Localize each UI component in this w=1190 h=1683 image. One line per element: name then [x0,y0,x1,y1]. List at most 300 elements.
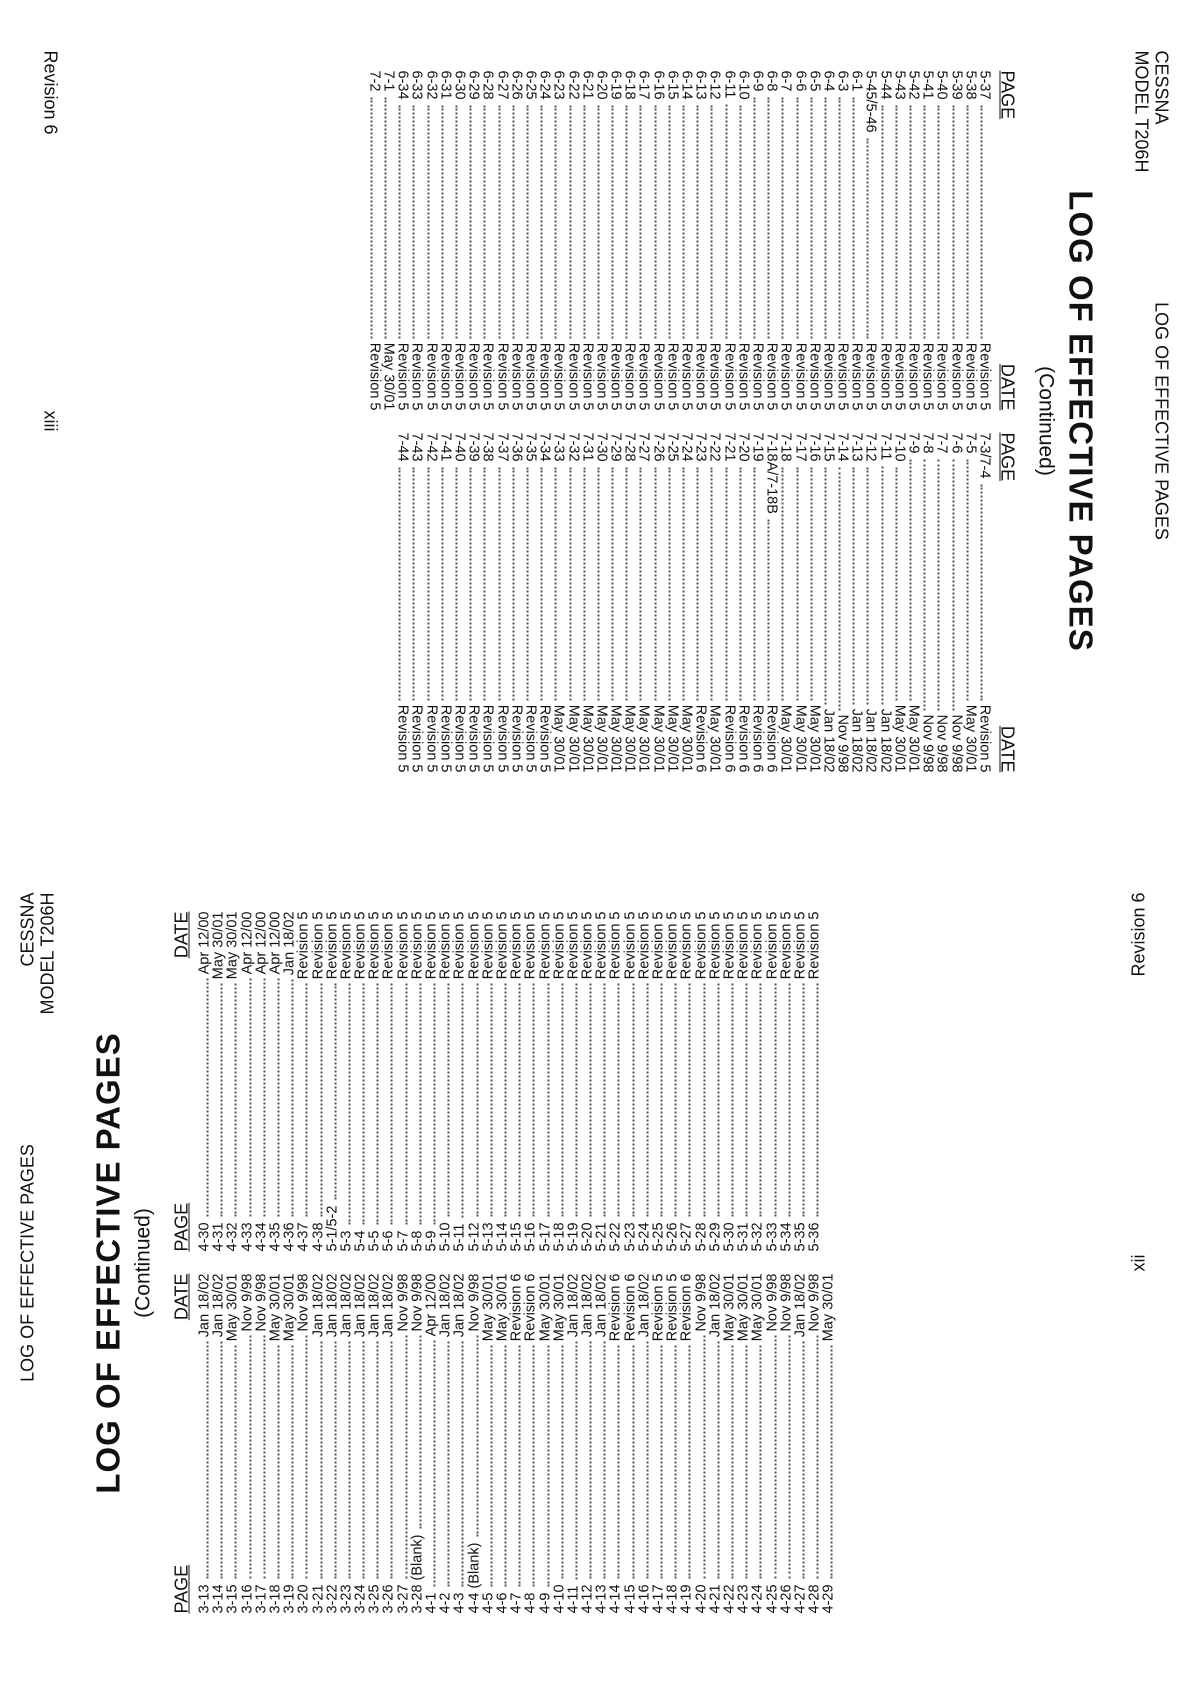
date-cell: Revision 5 [451,342,468,411]
page-number-cell: 5-23 [622,1222,639,1252]
date-cell: Revision 5 [678,342,695,411]
page-number-cell: 5-35 [792,1222,809,1252]
dot-leader [817,983,819,1216]
date-cell: Nov 9/98 [409,1273,426,1332]
page-number-cell: 4-27 [792,1584,809,1614]
table-row [807,71,821,411]
table-row [779,1274,793,1614]
dot-leader [413,468,415,701]
date-cell: Nov 9/98 [764,1273,780,1332]
dot-leader [541,468,543,701]
dot-leader [547,983,549,1216]
date-cell: Revision 5 [522,911,539,980]
table-row [240,912,254,1252]
date-cell: Revision 5 [437,704,454,773]
dot-leader [363,983,365,1224]
page-number-cell: 3-17 [253,1584,270,1614]
date-cell: Jan 18/02 [324,1273,341,1338]
page-number-cell: 7-38 [479,432,496,462]
page-number-cell: 6-26 [508,70,525,100]
date-cell: May 30/01 [905,704,922,773]
page-number-cell: 7-18A/7-18B [763,432,780,514]
table-row [637,71,651,411]
page-number-cell: 7-12 [863,432,879,462]
page-number-cell: 6-24 [536,70,553,100]
date-cell: May 30/01 [537,1273,553,1342]
page-number-cell: 5-6 [380,1230,397,1252]
table-row [354,912,368,1252]
date-cell: May 30/01 [380,342,397,411]
page-number-cell: 6-7 [777,70,794,92]
page-number-cell: 4-21 [707,1584,724,1614]
date-cell: Apr 12/00 [267,911,284,975]
page-number-cell: 7-40 [451,432,468,462]
page-number-cell: 6-15 [664,70,681,100]
page-number-cell: 4-13 [593,1584,610,1614]
table-row [510,1274,524,1614]
dot-leader [697,106,699,339]
table-row [808,912,822,1252]
table-row [425,1274,439,1614]
date-cell: Revision 5 [948,342,965,411]
table-row [822,1274,836,1614]
running-header: LOG OF EFFECTIVE PAGES [17,1144,38,1382]
dot-leader [569,468,571,701]
page-number-cell: 4-17 [650,1584,667,1614]
date-cell: Revision 5 [466,911,483,980]
table-row [708,433,722,773]
page-number-cell: 6-27 [494,70,511,100]
page-number-cell: 5-29 [707,1222,724,1252]
date-cell: Jan 18/02 [707,1273,724,1338]
table-row [793,1274,807,1614]
dot-leader [668,468,670,701]
date-cell: Revision 5 [352,911,369,980]
page-number-cell: 5-7 [395,1230,412,1252]
dot-leader [441,468,443,701]
page-number-cell: 7-43 [409,432,425,462]
dot-leader [235,983,237,1216]
dot-leader [207,1341,209,1578]
table-row [212,1274,226,1614]
page-number-cell: 7-1 [380,70,397,92]
page-number-cell: 6-5 [806,70,823,92]
dot-leader [476,983,478,1216]
dot-leader [385,97,387,338]
rows [198,1274,836,1614]
date-cell: Nov 9/98 [933,714,950,773]
table-row [382,912,396,1252]
page-number-cell: 3-28 (Blank) [409,1534,426,1614]
dot-leader [399,106,401,339]
page-number-cell: 7-22 [706,432,723,462]
date-cell: Revision 5 [806,342,823,411]
date-cell: Revision 6 [763,704,780,773]
date-cell: Revision 5 [423,342,440,411]
page-number-cell: 6-28 [479,70,496,100]
date-cell: Revision 5 [565,911,582,980]
dot-leader [441,106,443,339]
date-cell: Revision 5 [479,342,496,411]
dot-leader [831,1345,833,1578]
table-row [977,433,991,773]
date-cell: May 30/01 [706,704,723,773]
dot-leader [768,97,770,338]
dot-leader [654,468,656,701]
date-cell: Revision 5 [976,704,993,773]
model-name: MODEL T206H [1131,50,1152,173]
date-cell: Jan 18/02 [593,1273,610,1338]
table-row [737,912,751,1252]
table-row [410,912,424,1252]
date-cell: May 30/01 [806,704,823,773]
table-row [793,71,807,411]
date-column-heading: DATE [997,725,1018,773]
page-number-cell: 5-39 [948,70,965,100]
date-cell: Revision 5 [423,704,440,773]
dot-leader [541,106,543,339]
page-number-cell: 6-18 [621,70,638,100]
table-row [736,433,750,773]
page-number-cell: 4-36 [281,1222,298,1252]
date-cell: Jan 18/02 [196,1273,213,1338]
dot-leader [527,468,529,701]
table-row [396,912,410,1252]
page-number-cell: 3-18 [267,1584,284,1614]
date-cell: Revision 5 [721,911,738,980]
table-row [921,71,935,411]
table-row [509,71,523,411]
table-row [751,1274,765,1614]
dot-leader [746,983,748,1216]
table-row [354,1274,368,1614]
dot-leader [697,468,699,701]
dot-leader [448,1341,450,1586]
page-number-cell: 7-33 [550,432,567,462]
page-number-cell: 5-32 [749,1222,766,1252]
page-number-cell: 4-19 [678,1584,695,1614]
page-number-cell: 4-16 [636,1584,653,1614]
date-cell: Jan 18/02 [366,1273,383,1338]
page-number-cell: 4-33 [239,1222,256,1252]
date-cell: Revision 5 [962,342,979,411]
dot-leader [802,983,804,1216]
dot-leader [427,468,429,701]
page-number-cell: 7-20 [735,432,752,462]
dot-leader [604,983,606,1216]
table-row [198,912,212,1252]
date-cell: Revision 5 [891,342,908,411]
table-row [680,912,694,1252]
table-row [652,1274,666,1614]
dot-leader [490,983,492,1216]
table-row [481,71,495,411]
date-cell: Revision 5 [522,704,539,773]
dot-leader [760,983,762,1216]
date-cell: Apr 12/00 [239,911,256,975]
date-cell: Revision 5 [792,342,809,411]
page-number-cell: 7-21 [721,432,738,462]
table-row [410,71,424,411]
page-number-cell: 3-22 [324,1584,341,1614]
date-cell: Revision 6 [678,1273,695,1342]
date-cell: Revision 5 [664,1273,681,1342]
page-number-cell: 6-34 [394,70,411,100]
date-cell: Apr 12/00 [423,1273,440,1337]
date-cell: Revision 5 [465,704,482,773]
page-number-cell: 4-5 [480,1592,497,1614]
date-cell: Revision 5 [479,704,496,773]
table-row [254,912,268,1252]
dot-leader [924,459,926,710]
date-cell: Jan 18/02 [210,1273,227,1338]
dot-leader [583,468,585,701]
table-row [679,433,693,773]
table-row [736,71,750,411]
page-number-cell: 6-3 [834,70,851,92]
dot-leader [867,139,869,339]
date-cell: Revision 6 [508,1273,525,1342]
date-cell: May 30/01 [281,1273,298,1342]
page-number-cell: 5-12 [466,1222,483,1252]
page-number-cell: 7-32 [565,432,582,462]
date-cell: Revision 5 [366,342,383,411]
table-row [268,912,282,1252]
table-row [807,433,821,773]
dot-leader [731,983,733,1216]
dot-leader [207,978,209,1216]
table-row [381,71,395,411]
page-number-cell: 3-23 [338,1584,355,1614]
dot-leader [348,1341,350,1578]
table-row [439,912,453,1252]
page-number-cell: 4-38 [310,1222,326,1252]
dot-leader [817,1336,819,1579]
table-row [963,433,977,773]
date-cell: May 30/01 [480,1273,497,1342]
dot-leader [881,466,883,704]
dot-leader [632,983,634,1216]
table-row [297,912,311,1252]
date-cell: Revision 5 [692,342,709,411]
page-number-cell: 3-20 [295,1584,312,1614]
date-cell: Jan 18/02 [636,1273,653,1338]
page-number-cell: 5-36 [806,1222,823,1252]
date-cell: May 30/01 [891,704,908,773]
dot-leader [583,106,585,339]
rows [367,71,991,411]
date-cell: Revision 6 [721,704,738,773]
page-number-cell: 5-43 [891,70,908,100]
revision-footer: Revision 6 [40,50,61,135]
table-row [481,433,495,773]
date-cell: Revision 5 [636,911,653,980]
date-column-heading: DATE [171,911,192,959]
date-cell: Jan 18/02 [451,1273,468,1338]
page-number-cell: 4-25 [764,1584,780,1614]
page-number-cell: 3-15 [224,1584,241,1614]
table-row [808,1274,822,1614]
page-number-cell: 4-1 [423,1592,440,1614]
date-cell: Revision 5 [622,911,639,980]
column-header [172,912,198,1252]
table-row [297,1274,311,1614]
table-row [495,71,509,411]
dot-leader [527,106,529,339]
rows [198,912,822,1252]
page-number-cell: 3-24 [352,1584,369,1614]
table-row [850,71,864,411]
dot-leader [512,468,514,701]
date-cell: Revision 5 [508,911,525,980]
page-number-cell: 6-25 [522,70,539,100]
dot-leader [739,468,741,701]
dot-leader [277,978,279,1216]
page-column-heading: PAGE [171,1564,192,1614]
page-number-cell: 6-32 [423,70,440,100]
date-cell: Revision 5 [537,911,553,980]
page-column-heading: PAGE [997,70,1018,120]
dot-leader [391,983,393,1224]
dot-leader [711,106,713,339]
dot-leader [484,106,486,339]
page-number-cell: 5-30 [721,1222,738,1252]
table-row [722,1274,736,1614]
date-cell: Revision 5 [664,342,681,411]
dot-leader [399,468,401,701]
dot-leader [981,106,983,339]
date-cell: May 30/01 [551,1273,568,1342]
table-row [679,71,693,411]
dot-leader [306,1336,308,1579]
table-row [495,433,509,773]
date-cell: Revision 5 [792,911,809,980]
table-row [722,912,736,1252]
page-subtitle: (Continued) [131,1208,155,1318]
page-subtitle: (Continued) [1034,366,1058,476]
date-cell: Apr 12/00 [196,911,213,975]
page-number-cell: 6-33 [409,70,425,100]
dot-leader [910,106,912,339]
dot-leader [377,983,379,1224]
page-number-cell: 7-16 [806,432,823,462]
table-row [765,71,779,411]
dot-leader [597,106,599,339]
date-cell: Nov 9/98 [948,714,965,773]
date-cell: May 30/01 [607,704,624,773]
dot-leader [725,104,727,338]
dot-leader [249,978,251,1216]
table-row [425,912,439,1252]
dot-leader [597,468,599,701]
running-header: LOG OF EFFECTIVE PAGES [1151,302,1172,540]
dot-leader [604,1341,606,1578]
date-cell: Revision 5 [451,704,468,773]
date-cell: Revision 5 [409,911,426,980]
date-cell: Revision 5 [593,911,610,980]
date-cell: Nov 9/98 [693,1273,710,1332]
page-number-cell: 5-3 [338,1230,355,1252]
page-number-cell: 6-22 [565,70,582,100]
page-number-cell: 7-26 [650,432,667,462]
dot-leader [405,983,407,1224]
date-cell: Revision 5 [848,342,865,411]
date-cell: May 30/01 [224,911,241,980]
date-cell: May 30/01 [494,1273,511,1342]
dot-leader [802,1341,804,1578]
date-cell: Revision 5 [763,342,780,411]
page-number-cell: 6-20 [593,70,610,100]
date-cell: Revision 6 [522,1273,539,1342]
date-cell: Revision 5 [579,911,596,980]
page-number-cell: 6-9 [749,70,766,92]
dot-leader [519,1345,521,1586]
page-number-cell: 5-44 [877,70,894,100]
page-number-cell: 7-30 [593,432,610,462]
dot-leader [774,983,776,1216]
dot-leader [612,106,614,339]
table-row [750,71,764,411]
dot-leader [334,983,336,1199]
dot-leader [547,1345,549,1586]
date-cell: Revision 5 [366,911,383,980]
column-header [992,71,1018,411]
table-row [467,71,481,411]
page-number-cell: 3-26 [380,1584,397,1614]
date-cell: Nov 9/98 [778,1273,795,1332]
table-row [737,1274,751,1614]
dot-leader [405,1336,407,1579]
table-row [325,1274,339,1614]
effective-pages-column-right [396,433,1018,773]
date-cell: Nov 9/98 [395,1273,412,1332]
page-number-cell: 4-30 [196,1222,213,1252]
page-number-cell: 4-11 [565,1585,582,1614]
page-number-cell: 5-45/5-46 [863,70,879,133]
dot-leader [938,106,940,339]
date-cell: May 30/01 [664,704,681,773]
table-row [268,1274,282,1614]
table-row [325,912,339,1252]
date-cell: Revision 5 [437,342,454,411]
table-row [878,71,892,411]
table-row [708,912,722,1252]
table-row [311,1274,325,1614]
date-cell: Revision 5 [593,342,610,411]
date-cell: Revision 5 [324,911,341,980]
table-row [452,433,466,773]
page-number-cell: 5-40 [933,70,950,100]
date-cell: May 30/01 [650,704,667,773]
dot-leader [703,1336,705,1579]
date-cell: Jan 18/02 [820,708,837,773]
dot-leader [788,983,790,1216]
date-cell: May 30/01 [735,1273,752,1342]
dot-leader [675,983,677,1216]
table-row [467,1274,481,1614]
page-number-cell: 7-9 [905,432,922,454]
table-row [495,1274,509,1614]
page-number-cell: 5-38 [962,70,979,100]
dot-leader [456,468,458,701]
table-row [892,433,906,773]
table-row [452,71,466,411]
table-row [368,912,382,1252]
table-row [906,433,920,773]
date-cell: Revision 5 [693,911,710,980]
table-row [339,912,353,1252]
table-row [439,1274,453,1614]
